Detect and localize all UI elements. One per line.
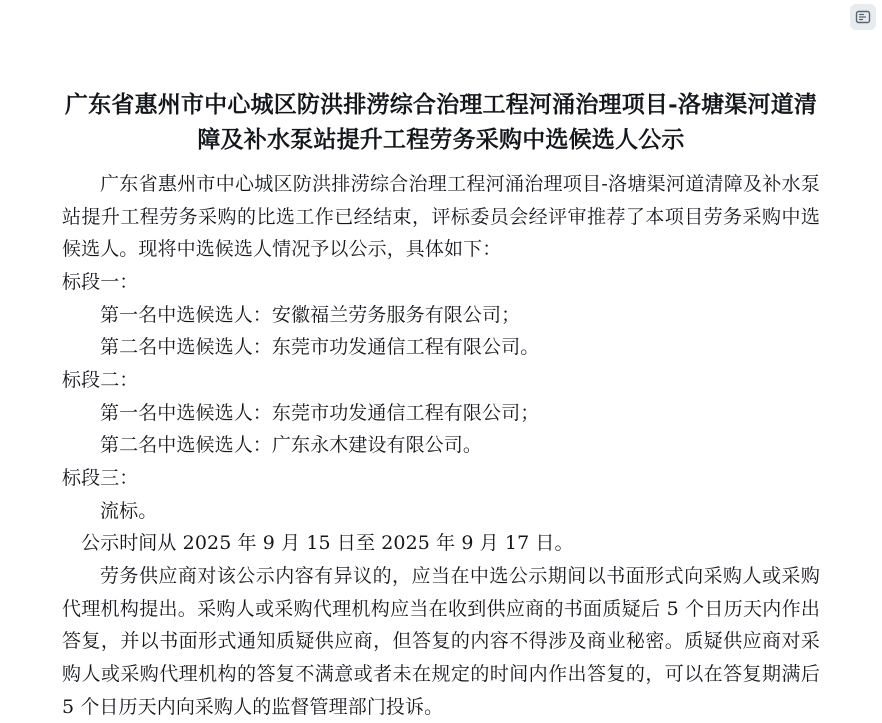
section-heading-lot-3: 标段三：: [62, 466, 139, 489]
paragraph-intro: 广东省惠州市中心城区防洪排涝综合治理工程河涌治理项目-洛塘渠河道清障及补水泵站提升工程劳务采购的比选工作已经结束，评标委员会经评审推荐了本项目劳务采购中选候选人。现将中选候选人情况予以公示，具体如下：: [62, 172, 820, 261]
section-heading-lot-2: 标段二：: [62, 368, 139, 391]
lot-3-result: 流标。: [100, 499, 158, 522]
page-title: 广东省惠州市中心城区防洪排涝综合治理工程河涌治理项目-洛塘渠河道清障及补水泵站提升工程劳务采购中选候选人公示: [64, 91, 818, 153]
section-heading-lot-1: 标段一：: [62, 270, 139, 293]
lot-2-second-candidate: 第二名中选候选人：广东永木建设有限公司。: [100, 434, 483, 457]
objection-procedure: 劳务供应商对该公示内容有异议的，应当在中选公示期间以书面形式向采购人或采购代理机构提出。采购人或采购代理机构应当在收到供应商的书面质疑后 5 个日历天内作出答复，并以书面形式通知质疑供应商，但答复的内容不得涉及商业秘密。质疑供应商对采购人或采购代理机构的答复不满意或者未在规定的时间内作出答复的，可以在答复期满后 5 个日历天内向采购人的监督管理部门投诉。: [62, 564, 820, 718]
publicity-period: 公示时间从 2025 年 9 月 15 日至 2025 年 9 月 17 日。: [81, 532, 574, 555]
lot-1-first-candidate: 第一名中选候选人：安徽福兰劳务服务有限公司；: [100, 303, 521, 326]
lot-2-first-candidate: 第一名中选候选人：东莞市功发通信工程有限公司；: [100, 401, 540, 424]
lot-1-second-candidate: 第二名中选候选人：东莞市功发通信工程有限公司。: [100, 336, 540, 359]
